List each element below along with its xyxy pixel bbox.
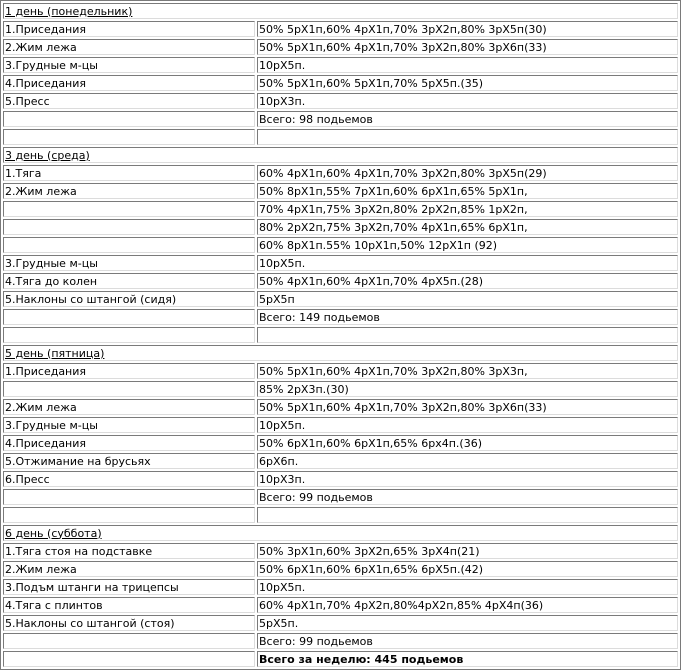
- exercise-scheme: 10рХ5п.: [257, 579, 678, 595]
- empty-cell: [257, 507, 678, 523]
- exercise-name: [3, 381, 255, 397]
- exercise-name: 5.Наклоны со штангой (сидя): [3, 291, 255, 307]
- exercise-name: 2.Жим лежа: [3, 561, 255, 577]
- empty-cell: [257, 129, 678, 145]
- day-heading: 5 день (пятница): [3, 345, 678, 361]
- day-heading: 6 день (суббота): [3, 525, 678, 541]
- exercise-row: [3, 93, 678, 109]
- exercise-name: 2.Жим лежа: [3, 183, 255, 199]
- exercise-scheme: 50% 3рХ1п,60% 3рХ2п,65% 3рХ4п(21): [257, 543, 678, 559]
- exercise-row: [3, 21, 678, 37]
- day-total: Всего: 149 подьемов: [257, 309, 678, 325]
- exercise-scheme: 10рХ3п.: [257, 93, 678, 109]
- empty-cell: [3, 507, 255, 523]
- day-heading-row: [3, 147, 678, 163]
- exercise-row: [3, 201, 678, 217]
- day-total-row: [3, 309, 678, 325]
- day-heading-row: [3, 525, 678, 541]
- exercise-name: 5.Наклоны со штангой (стоя): [3, 615, 255, 631]
- day-total-row: [3, 489, 678, 505]
- day-heading-row: [3, 345, 678, 361]
- exercise-name: 4.Тяга до колен: [3, 273, 255, 289]
- exercise-name: 2.Жим лежа: [3, 39, 255, 55]
- table-body: [3, 3, 678, 667]
- exercise-scheme: 5рХ5п.: [257, 615, 678, 631]
- exercise-row: [3, 615, 678, 631]
- empty-row: [3, 129, 678, 145]
- exercise-scheme: 10рХ3п.: [257, 471, 678, 487]
- day-heading: 3 день (среда): [3, 147, 678, 163]
- exercise-scheme: 85% 2рХ3п.(30): [257, 381, 678, 397]
- exercise-scheme: 50% 4рХ1п,60% 4рХ1п,70% 4рХ5п.(28): [257, 273, 678, 289]
- day-heading: 1 день (понедельник): [3, 3, 678, 19]
- exercise-name: 5.Отжимание на брусьях: [3, 453, 255, 469]
- exercise-name: 3.Грудные м-цы: [3, 255, 255, 271]
- exercise-row: [3, 597, 678, 613]
- day-total-row: [3, 633, 678, 649]
- empty-cell: [257, 327, 678, 343]
- empty-cell: [3, 129, 255, 145]
- exercise-row: [3, 399, 678, 415]
- exercise-row: [3, 183, 678, 199]
- day-heading-row: [3, 3, 678, 19]
- day-total: Всего: 98 подьемов: [257, 111, 678, 127]
- exercise-row: [3, 57, 678, 73]
- exercise-name: [3, 201, 255, 217]
- day-total: Всего: 99 подьемов: [257, 633, 678, 649]
- day-total-label-cell: [3, 309, 255, 325]
- exercise-scheme: 5рХ5п: [257, 291, 678, 307]
- exercise-name: 3.Подъм штанги на трицепсы: [3, 579, 255, 595]
- exercise-scheme: 50% 5рХ1п,60% 4рХ1п,70% 3рХ2п,80% 3рХ5п(30): [257, 21, 678, 37]
- exercise-name: 4.Тяга с плинтов: [3, 597, 255, 613]
- exercise-scheme: 50% 6рХ1п,60% 6рХ1п,65% 6рх4п.(36): [257, 435, 678, 451]
- exercise-name: 1.Тяга: [3, 165, 255, 181]
- exercise-name: 1.Приседания: [3, 21, 255, 37]
- exercise-scheme: 10рХ5п.: [257, 57, 678, 73]
- exercise-row: [3, 273, 678, 289]
- exercise-row: [3, 435, 678, 451]
- exercise-row: [3, 219, 678, 235]
- exercise-row: [3, 39, 678, 55]
- exercise-name: 4.Приседания: [3, 435, 255, 451]
- exercise-row: [3, 471, 678, 487]
- exercise-name: 3.Грудные м-цы: [3, 417, 255, 433]
- exercise-scheme: 10рХ5п.: [257, 255, 678, 271]
- exercise-scheme: 50% 8рХ1п,55% 7рХ1п,60% 6рХ1п,65% 5рХ1п,: [257, 183, 678, 199]
- exercise-row: [3, 291, 678, 307]
- exercise-name: 3.Грудные м-цы: [3, 57, 255, 73]
- exercise-scheme: 50% 5рХ1п,60% 4рХ1п,70% 3рХ2п,80% 3рХ6п(33): [257, 39, 678, 55]
- exercise-row: [3, 579, 678, 595]
- exercise-row: [3, 381, 678, 397]
- exercise-scheme: 60% 4рХ1п,70% 4рХ2п,80%4рХ2п,85% 4рХ4п(36): [257, 597, 678, 613]
- exercise-scheme: 50% 5рХ1п,60% 4рХ1п,70% 3рХ2п,80% 3рХ3п,: [257, 363, 678, 379]
- day-total-row: [3, 111, 678, 127]
- exercise-row: [3, 453, 678, 469]
- exercise-scheme: 70% 4рХ1п,75% 3рХ2п,80% 2рХ2п,85% 1рХ2п,: [257, 201, 678, 217]
- week-total: Всего за неделю: 445 подьемов: [257, 651, 678, 667]
- exercise-name: [3, 219, 255, 235]
- exercise-row: [3, 417, 678, 433]
- exercise-scheme: 50% 5рХ1п,60% 4рХ1п,70% 3рХ2п,80% 3рХ6п(33): [257, 399, 678, 415]
- exercise-scheme: 50% 6рХ1п,60% 6рХ1п,65% 6рХ5п.(42): [257, 561, 678, 577]
- day-total-label-cell: [3, 489, 255, 505]
- exercise-scheme: 80% 2рХ2п,75% 3рХ2п,70% 4рХ1п,65% 6рХ1п,: [257, 219, 678, 235]
- exercise-name: [3, 237, 255, 253]
- exercise-scheme: 10рХ5п.: [257, 417, 678, 433]
- empty-row: [3, 507, 678, 523]
- day-total-label-cell: [3, 633, 255, 649]
- exercise-row: [3, 255, 678, 271]
- exercise-scheme: 50% 5рХ1п,60% 5рХ1п,70% 5рХ5п.(35): [257, 75, 678, 91]
- exercise-scheme: 60% 8рХ1п.55% 10рХ1п,50% 12рХ1п (92): [257, 237, 678, 253]
- empty-cell: [3, 327, 255, 343]
- exercise-name: 1.Приседания: [3, 363, 255, 379]
- exercise-name: 6.Пресс: [3, 471, 255, 487]
- exercise-scheme: 60% 4рХ1п,60% 4рХ1п,70% 3рХ2п,80% 3рХ5п(29): [257, 165, 678, 181]
- day-total-label-cell: [3, 111, 255, 127]
- exercise-row: [3, 237, 678, 253]
- empty-row: [3, 327, 678, 343]
- exercise-row: [3, 561, 678, 577]
- exercise-scheme: 6рХ6п.: [257, 453, 678, 469]
- exercise-name: 4.Приседания: [3, 75, 255, 91]
- exercise-name: 5.Пресс: [3, 93, 255, 109]
- exercise-name: 2.Жим лежа: [3, 399, 255, 415]
- exercise-row: [3, 75, 678, 91]
- exercise-row: [3, 543, 678, 559]
- exercise-row: [3, 363, 678, 379]
- exercise-name: 1.Тяга стоя на подставке: [3, 543, 255, 559]
- exercise-row: [3, 165, 678, 181]
- day-total: Всего: 99 подьемов: [257, 489, 678, 505]
